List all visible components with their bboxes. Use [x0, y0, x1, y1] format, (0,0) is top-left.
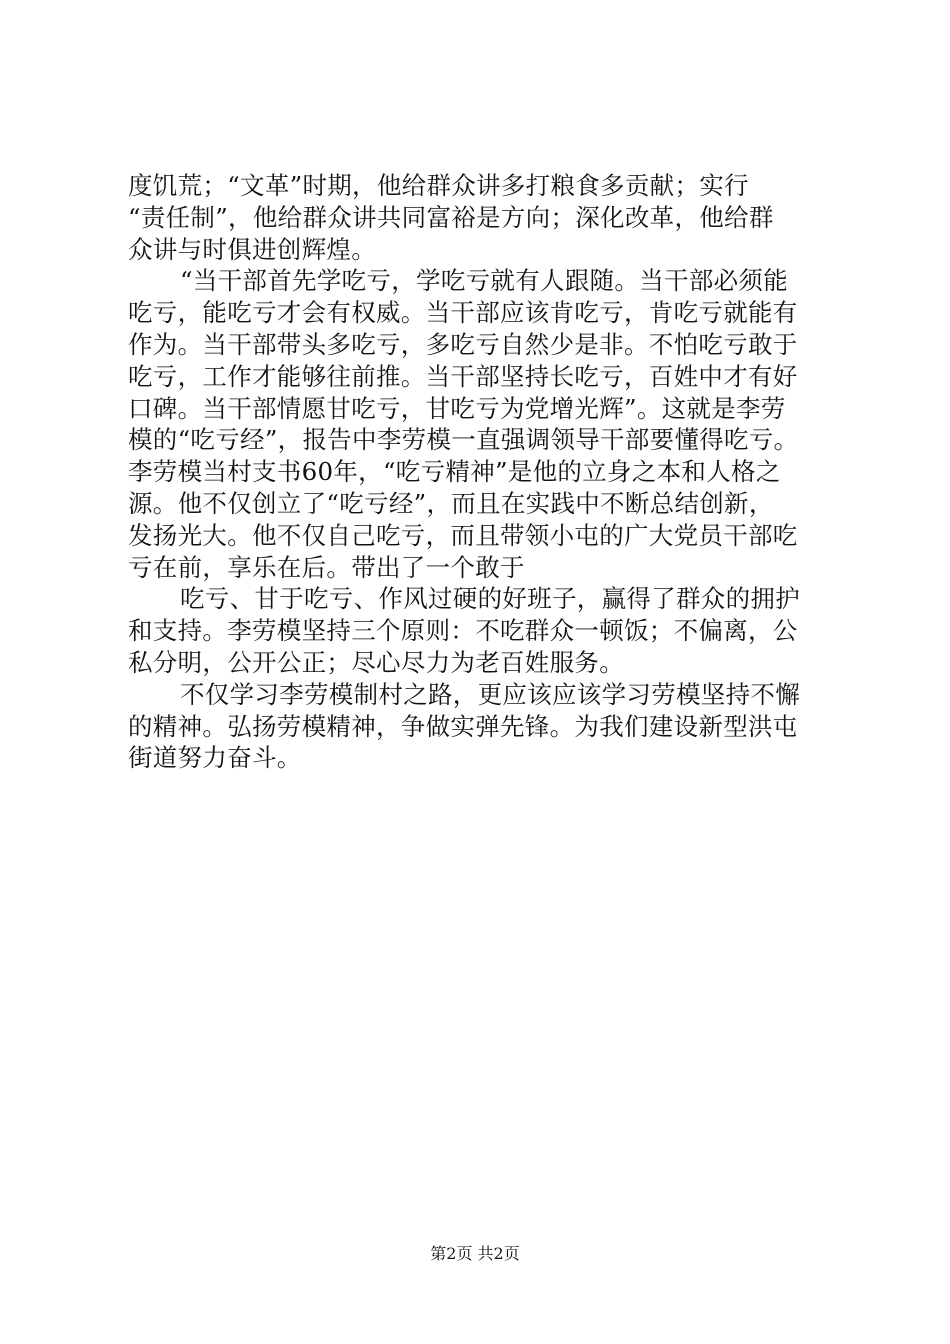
- text-line-3: 众讲与时俱进创辉煌。: [128, 234, 376, 264]
- page-number-indicator: 第2页 共2页: [430, 1244, 520, 1263]
- text-line-16: 私分明，公开公正；尽心尽力为老百姓服务。: [128, 647, 624, 677]
- text-line-2: “责任制”，他给群众讲共同富裕是方向；深化改革，他给群: [128, 202, 774, 232]
- document-body: [128, 170, 833, 774]
- text-line-14: 吃亏、甘于吃亏、作风过硬的好班子，赢得了群众的拥护: [180, 584, 800, 614]
- text-line-13: 亏在前，享乐在后。带出了一个敢于: [128, 552, 525, 582]
- text-line-6: 作为。当干部带头多吃亏，多吃亏自然少是非。不怕吃亏敢于: [128, 329, 798, 359]
- text-line-17: 不仅学习李劳模制村之路，更应该应该学习劳模坚持不懈: [180, 679, 800, 709]
- text-line-1: 度饥荒；“文革”时期，他给群众讲多打粮食多贡献；实行: [128, 171, 749, 200]
- text-line-5: 吃亏，能吃亏才会有权威。当干部应该肯吃亏，肯吃亏就能有: [128, 298, 798, 328]
- text-line-11: 源。他不仅创立了“吃亏经”，而且在实践中不断总结创新，: [128, 488, 774, 518]
- text-line-18: 的精神。弘扬劳模精神，争做实弹先锋。为我们建设新型洪屯: [128, 711, 798, 741]
- text-line-4: “当干部首先学吃亏，学吃亏就有人跟随。当干部必须能: [180, 266, 789, 296]
- text-line-8: 口碑。当干部情愿甘吃亏，甘吃亏为党增光辉”。这就是李劳: [128, 393, 786, 423]
- text-line-9: 模的“吃亏经”，报告中李劳模一直强调领导干部要懂得吃亏。: [128, 425, 799, 455]
- text-line-12: 发扬光大。他不仅自己吃亏，而且带领小屯的广大党员干部吃: [128, 520, 798, 550]
- text-line-7: 吃亏，工作才能够往前推。当干部坚持长吃亏，百姓中才有好: [128, 361, 798, 391]
- text-line-15: 和支持。李劳模坚持三个原则：不吃群众一顿饭；不偏离，公: [128, 616, 798, 646]
- page-footer: [0, 1244, 950, 1264]
- text-line-19: 街道努力奋斗。: [128, 743, 302, 773]
- text-line-10: 李劳模当村支书60年，“吃亏精神”是他的立身之本和人格之: [128, 457, 781, 487]
